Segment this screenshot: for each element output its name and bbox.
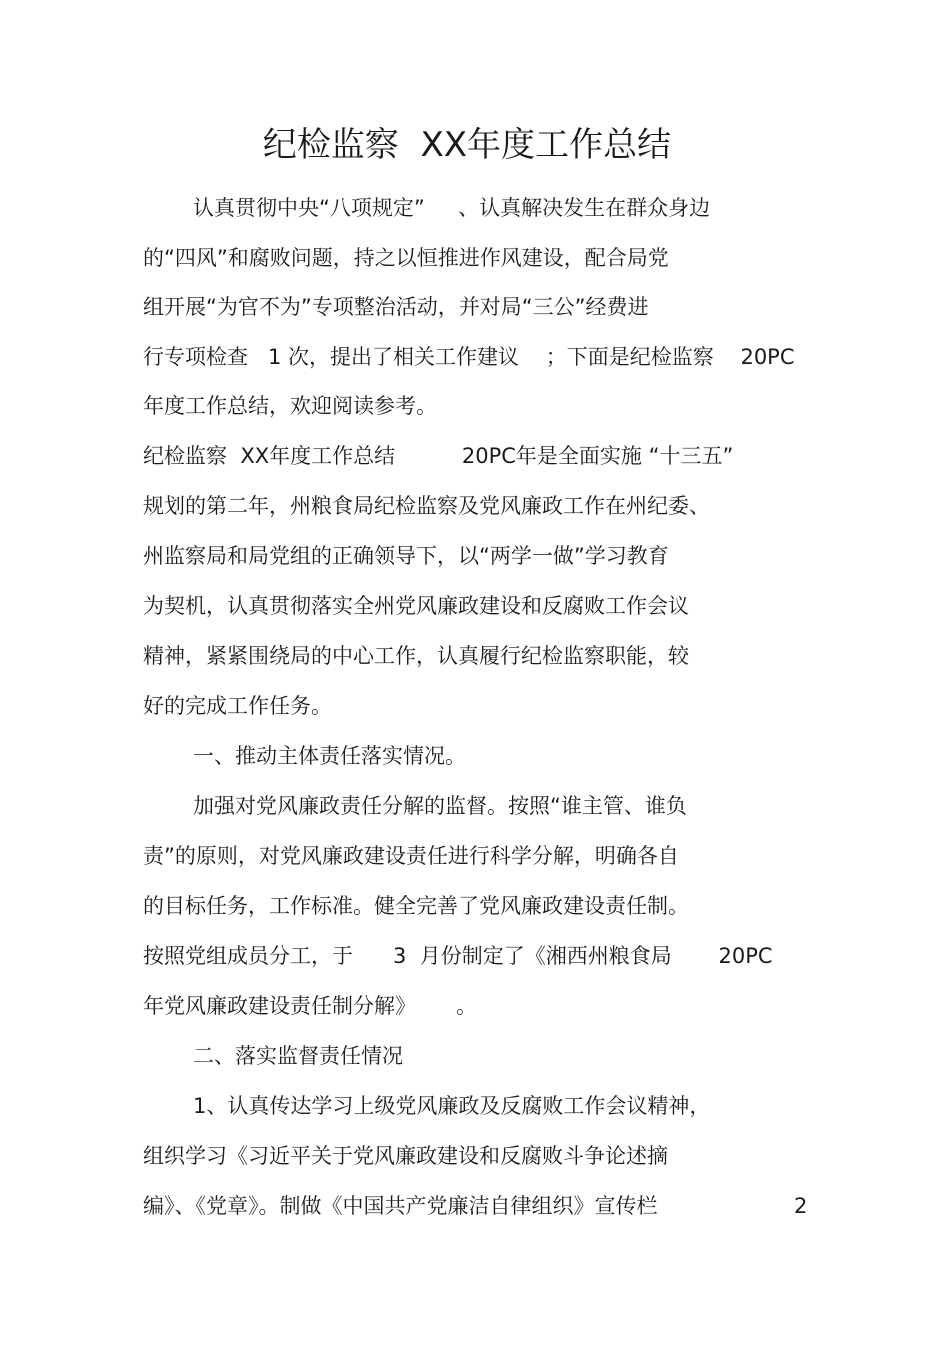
paragraph-line: 组开展“为官不为”专项整治活动，并对局“三公”经费进 — [143, 295, 649, 319]
paragraph-line: 州监察局和局党组的正确领导下，以“两学一做”学习教育 — [143, 544, 669, 568]
paragraph-line: 纪检监察 XX年度工作总结 20PC年是全面实施 “十三五” — [143, 444, 734, 468]
paragraph-line: 年党风廉政建设责任制分解》 。 — [143, 994, 478, 1018]
paragraph-line: 组织学习《习近平关于党风廉政建设和反腐败斗争论述摘 — [143, 1144, 668, 1168]
paragraph-line: 好的完成工作任务。 — [143, 694, 332, 718]
paragraph-line: 按照党组成员分工，于 3 月份制定了《湘西州粮食局 20PC — [143, 944, 773, 968]
paragraph-line: 年度工作总结，欢迎阅读参考。 — [143, 394, 437, 418]
paragraph-line: 的“四风”和腐败问题，持之以恒推进作风建设，配合局党 — [143, 246, 669, 270]
paragraph-line: 为契机，认真贯彻落实全州党风廉政建设和反腐败工作会议 — [143, 594, 689, 618]
section-heading: 二、落实监督责任情况 — [193, 1044, 403, 1068]
page-number: 2 — [794, 1194, 808, 1218]
section-heading: 一、推动主体责任落实情况。 — [193, 744, 466, 768]
paragraph-line: 精神，紧紧围绕局的中心工作，认真履行纪检监察职能，较 — [143, 644, 689, 668]
paragraph-line: 责”的原则，对党风廉政建设责任进行科学分解，明确各自 — [143, 844, 679, 868]
paragraph-line: 行专项检查 1 次，提出了相关工作建议 ；下面是纪检监察 20PC — [143, 345, 795, 369]
paragraph-line: 1、认真传达学习上级党风廉政及反腐败工作会议精神， — [193, 1094, 711, 1118]
paragraph-line: 规划的第二年，州粮食局纪检监察及党风廉政工作在州纪委、 — [143, 494, 710, 518]
paragraph-line: 认真贯彻中央“八项规定” 、认真解决发生在群众身边 — [193, 196, 711, 220]
paragraph-line: 编》、《党章》。制做《中国共产党廉洁自律组织》宣传栏 — [143, 1194, 658, 1218]
paragraph-line: 加强对党风廉政责任分解的监督。按照“谁主管、谁负 — [193, 794, 687, 818]
document-title: 纪检监察 XX年度工作总结 — [262, 125, 672, 165]
paragraph-line: 的目标任务，工作标准。健全完善了党风廉政建设责任制。 — [143, 894, 689, 918]
